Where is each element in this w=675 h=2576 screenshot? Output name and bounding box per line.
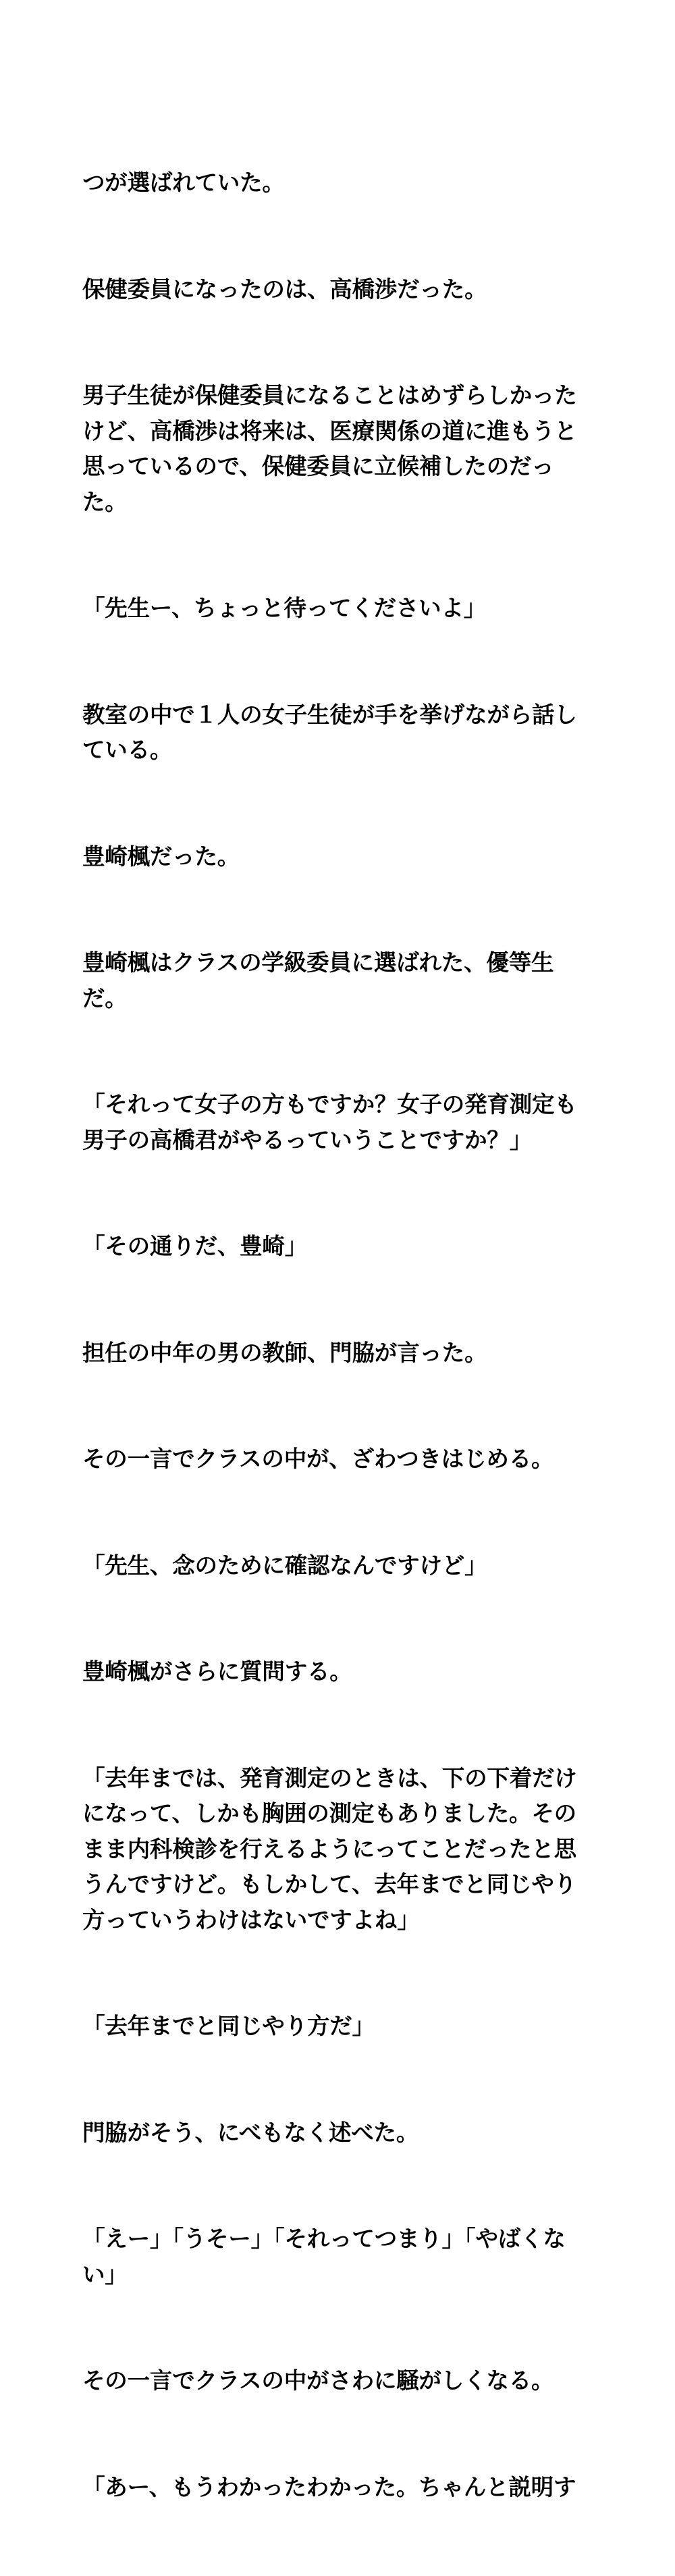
text-paragraph: 「去年までは、発育測定のときは、下の下着だけになって、しかも胸囲の測定もありました。そのまま内科検診を行えるようにってことだったと思うんですけど。もしかして、去年までと同じやり方っていうわけはないですよね」 [82,1764,577,1933]
text-paragraph: 男子生徒が保健委員になることはめずらしかったけど、高橋渉は将来は、医療関係の道に進もうと思っているので、保健委員に立候補したのだった。 [82,382,577,515]
text-paragraph: その一言でクラスの中が、ざわつきはじめる。 [82,1446,554,1472]
text-paragraph: 教室の中で１人の女子生徒が手を挙げながら話している。 [82,701,577,763]
text-paragraph: 「それって女子の方もですか？女子の発育測定も男子の高橋君がやるっていうことですか？」 [82,1091,577,1153]
text-paragraph: その一言でクラスの中がさわに騒がしくなる。 [82,2367,554,2394]
text-paragraph: 門脇がそう、にべもなく述べた。 [82,2119,419,2146]
text-paragraph: 「その通りだ、豊崎」 [82,1233,307,1259]
text-paragraph: 担任の中年の男の教師、門脇が言った。 [82,1339,487,1366]
text-paragraph: 豊崎楓がさらに質問する。 [82,1658,352,1685]
text-paragraph: つが選ばれていた。 [82,169,285,196]
text-paragraph: 「先生、念のために確認なんですけど」 [82,1552,487,1579]
text-paragraph: 「去年までと同じやり方だ」 [82,2013,375,2039]
text-paragraph: 保健委員になったのは、高橋渉だった。 [82,275,487,303]
text-paragraph: 「先生ー、ちょっと待ってくださいよ」 [82,595,487,621]
text-paragraph: 「あー、もうわかったわかった。ちゃんと説明す [82,2473,576,2500]
text-paragraph: 豊崎楓だった。 [82,843,240,870]
text-paragraph: 「えー」「うそー」「それってつまり」「やばくない」 [82,2226,566,2288]
text-paragraph: 豊崎楓はクラスの学級委員に選ばれた、優等生だ。 [82,949,554,1011]
novel-text-block [82,95,597,2576]
